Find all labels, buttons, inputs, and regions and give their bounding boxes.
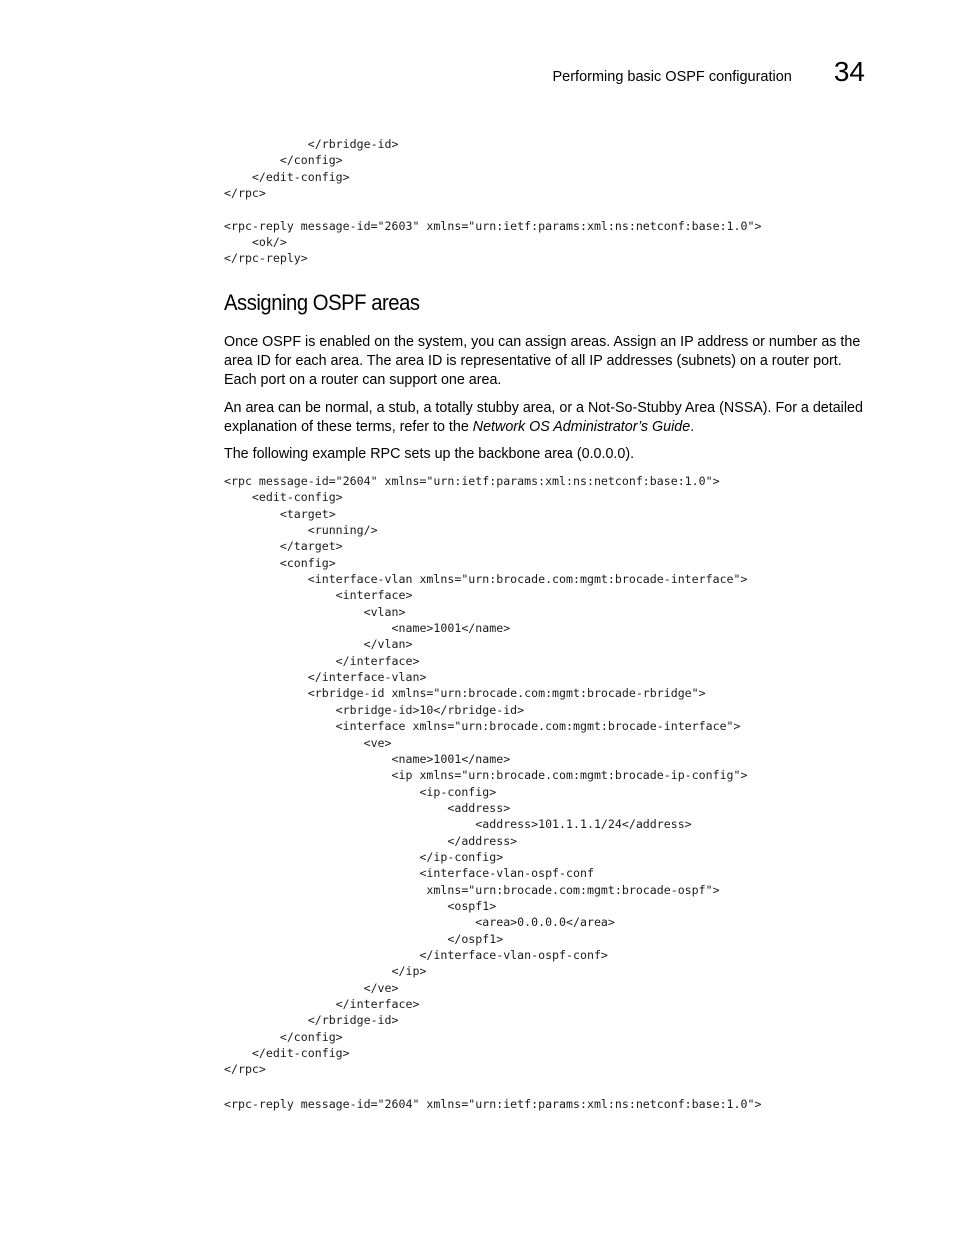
running-header-title: Performing basic OSPF configuration	[552, 69, 792, 85]
paragraph-area-types	[224, 399, 874, 437]
code-block-rpc-2604: <rpc message-id="2604" xmlns="urn:ietf:params:xml:ns:netconf:base:1.0"> <edit-config> <target> <running/> </target> <config> <interface-vlan xmlns="urn:brocade.com:mgmt:brocade-interface"> <interface> <vlan> <name>1001</name> </vlan> </interface> </interface-vlan> <rbridge-id xmlns="urn:brocade.com:mgmt:brocade-rbridge"> <rbridge-id>10</rbridge-id> <interface xmlns="urn:brocade.com:mgmt:brocade-interface"> <ve> <name>1001</name> <ip xmlns="urn:brocade.com:mgmt:brocade-ip-config"> <ip-config> <address> <address>101.1.1.1/24</address> </address> </ip-config> <interface-vlan-ospf-conf xmlns="urn:brocade.com:mgmt:brocade-ospf"> <ospf1> <area>0.0.0.0</area> </ospf1> </interface-vlan-ospf-conf> </ip> </ve> </interface> </rbridge-id> </config> </edit-config> </rpc>	[224, 474, 748, 1077]
paragraph-intro: Once OSPF is enabled on the system, you can assign areas. Assign an IP address or number as the area ID for each area. The area ID is representative of all IP addresses (subnets) on a router port. Each port on a router can support one area.	[224, 334, 861, 388]
paragraph-example-intro: The following example RPC sets up the backbone area (0.0.0.0).	[224, 446, 635, 462]
code-block-rpc-reply-2604: <rpc-reply message-id="2604" xmlns="urn:ietf:params:xml:ns:netconf:base:1.0">	[224, 1097, 762, 1111]
chapter-number: 34	[833, 56, 865, 87]
paragraph-text: An area can be normal, a stub, a totally stubby area, or a Not-So-Stubby Area (NSSA). For a detailed explanation of these terms, refer to the	[224, 400, 863, 435]
page-header	[552, 56, 865, 88]
code-block-rpc-reply-2603: </rbridge-id> </config> </edit-config> </rpc> <rpc-reply message-id="2603" xmlns="urn:ietf:params:xml:ns:netconf:base:1.0"> <ok/> </rpc-reply>	[224, 137, 762, 266]
paragraph-text-end: .	[690, 419, 695, 435]
section-title: Assigning OSPF areas	[224, 290, 420, 315]
guide-reference: Network OS Administrator’s Guide	[472, 419, 691, 435]
